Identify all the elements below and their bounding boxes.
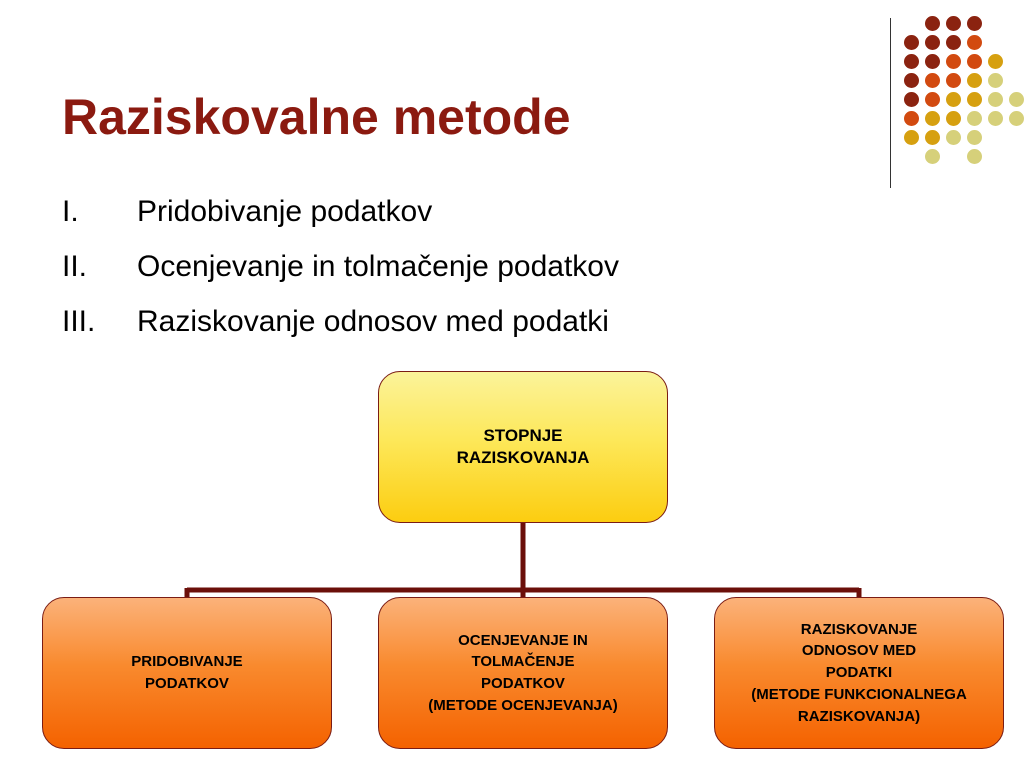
list-text: Raziskovanje odnosov med podatki: [137, 305, 609, 338]
list-number: III.: [62, 305, 96, 338]
list-number: II.: [62, 250, 88, 283]
node-child-2: OCENJEVANJE IN TOLMAČENJE PODATKOV (METODE OCENJEVANJA): [378, 597, 668, 749]
node-root: STOPNJE RAZISKOVANJA: [378, 371, 668, 523]
list-text: Pridobivanje podatkov: [137, 195, 433, 228]
node-child-3: RAZISKOVANJE ODNOSOV MED PODATKI (METODE FUNKCIONALNEGA RAZISKOVANJA): [714, 597, 1004, 749]
list-number: I.: [62, 195, 79, 228]
node-child-1: PRIDOBIVANJE PODATKOV: [42, 597, 332, 749]
slide-title: Raziskovalne metode: [62, 89, 571, 145]
list-text: Ocenjevanje in tolmačenje podatkov: [137, 250, 619, 283]
